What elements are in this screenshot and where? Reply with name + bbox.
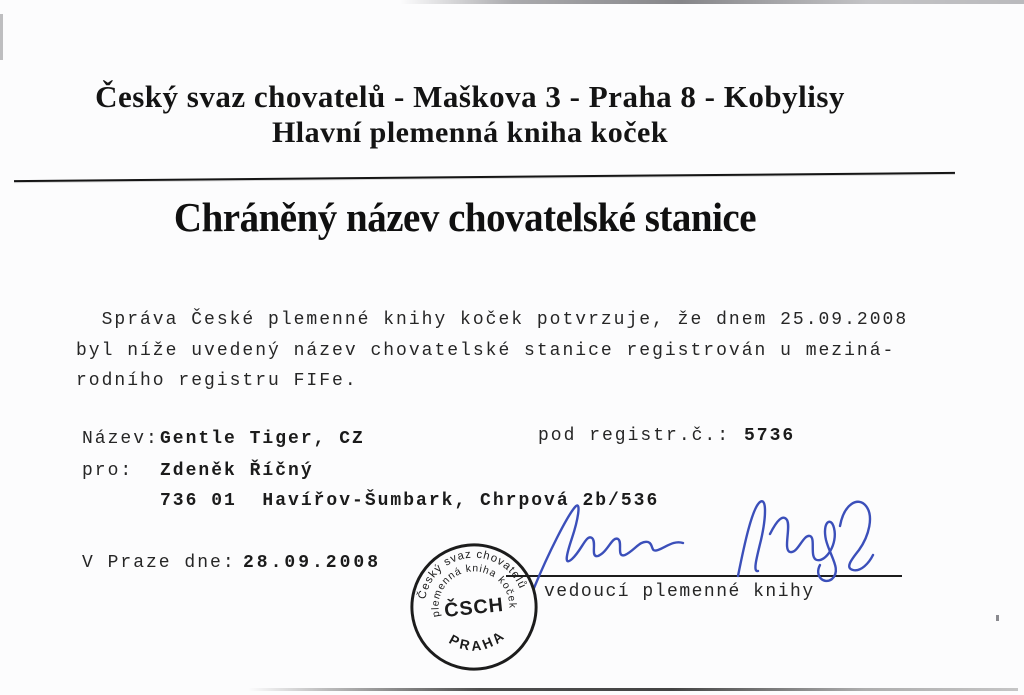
stamp-inner-ring-text: plemenná kniha koček <box>430 563 518 618</box>
scan-artifact-top-strip <box>400 0 1024 4</box>
document-header <box>0 78 940 151</box>
body-paragraph-line-1: Správa České plemenné knihy koček potvrzuje, že dnem 25.09.2008 <box>76 310 909 330</box>
stamp-outer-ring-text: Český svaz chovatelů <box>416 548 529 601</box>
registration-number-value: 5736 <box>744 426 796 446</box>
scan-artifact-speck <box>996 615 999 621</box>
registration-number-label: pod registr.č.: <box>538 426 731 446</box>
body-paragraph-line-3: rodního registru FIFe. <box>76 371 358 391</box>
cattery-registry-stamp-icon <box>398 531 550 683</box>
place-date-value: 28.09.2008 <box>243 553 382 573</box>
owner-address: 736 01 Havířov-Šumbark, Chrpová 2b/536 <box>160 491 660 511</box>
header-studbook: Hlavní plemenná kniha koček <box>271 116 669 150</box>
body-paragraph-line-2: byl níže uvedený název chovatelské stanice registrován u meziná- <box>76 341 896 361</box>
page-title: Chráněný název chovatelské stanice <box>173 194 757 240</box>
scan-artifact-bottom-line <box>248 688 1018 691</box>
place-date-label: V Praze dne: <box>82 553 236 573</box>
stamp-center-text: ČSCH <box>443 593 505 622</box>
header-org-address: Český svaz chovatelů - Maškova 3 - Praha 8 - Kobylisy <box>95 79 845 114</box>
owner-value: Zdeněk Říčný <box>160 461 314 481</box>
name-value: Gentle Tiger, CZ <box>160 429 365 449</box>
stamp-bottom-text: PRAHA <box>446 626 509 654</box>
scan-artifact-left-mark <box>0 14 3 60</box>
signature-caption: vedoucí plemenné knihy <box>544 582 815 602</box>
header-divider <box>14 172 955 182</box>
svg-text:PRAHA <box>445 626 510 656</box>
name-label: Název: <box>82 429 159 449</box>
owner-label: pro: <box>82 461 134 481</box>
